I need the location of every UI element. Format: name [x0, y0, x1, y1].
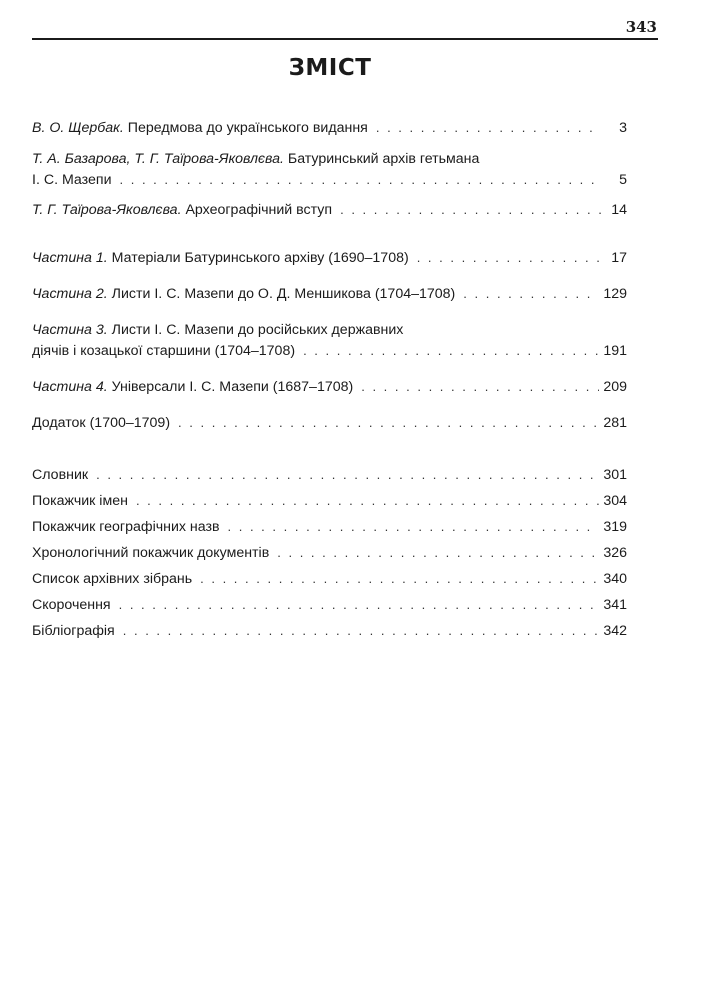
toc-leader-dots [340, 202, 601, 217]
toc-entry-page: 319 [603, 519, 627, 535]
toc-entry-author: Частина 2. [32, 286, 108, 302]
toc-entry[interactable] [32, 467, 627, 488]
toc-entry-author: Частина 1. [32, 250, 108, 266]
toc-entry[interactable] [32, 120, 627, 141]
toc-entry-line [32, 571, 627, 592]
toc-entry-page: 209 [603, 379, 627, 395]
toc-entry-page: 301 [603, 467, 627, 483]
toc-entry-page: 17 [611, 250, 627, 266]
toc-entry-title: Список архівних зібрань [32, 571, 193, 587]
toc-entry-title: Бібліографія [32, 623, 115, 639]
toc-entry-page: 281 [603, 415, 627, 431]
toc-entry-line [32, 343, 627, 364]
toc-entry-line [32, 623, 627, 644]
toc-entry-page: 341 [603, 597, 627, 613]
toc-entry-title: Передмова до українського видання [127, 120, 368, 136]
toc-entry-line [32, 120, 627, 141]
toc-entry-line [32, 493, 627, 514]
toc-leader-dots [178, 415, 599, 430]
toc-entry[interactable] [32, 597, 627, 618]
toc-entry-title: Додаток (1700–1709) [32, 415, 171, 431]
toc-entry[interactable] [32, 202, 627, 223]
toc-entry[interactable] [32, 151, 627, 193]
toc-entry-title-part: Батуринський архів гетьмана [287, 151, 480, 167]
toc-entry[interactable] [32, 493, 627, 514]
toc-entry-author: Частина 3. [32, 322, 108, 338]
toc-entry[interactable] [32, 623, 627, 644]
toc-entry-line [32, 467, 627, 488]
toc-leader-dots [277, 545, 599, 560]
toc-leader-dots [200, 571, 599, 586]
toc-leader-dots [463, 286, 599, 301]
toc-entry[interactable] [32, 286, 627, 307]
toc-entry-title: Словник [32, 467, 89, 483]
toc-entry[interactable] [32, 545, 627, 566]
toc-entry-page: 14 [611, 202, 627, 218]
toc-entry-title: Скорочення [32, 597, 111, 613]
toc-leader-dots [303, 343, 599, 358]
toc-entry[interactable] [32, 322, 627, 364]
page-number: 343 [625, 18, 657, 36]
toc-entry[interactable] [32, 250, 627, 271]
toc-entry[interactable] [32, 519, 627, 540]
toc-entry[interactable] [32, 571, 627, 592]
toc-entry-title: Матеріали Батуринського архіву (1690–1708) [111, 250, 409, 266]
toc-entry-title: Покажчик імен [32, 493, 128, 509]
toc-entry-author: Частина 4. [32, 379, 108, 395]
table-of-contents [32, 120, 627, 644]
toc-leader-dots [123, 623, 600, 638]
toc-leader-dots [120, 172, 601, 187]
toc-entry-line [32, 202, 627, 223]
toc-leader-dots [376, 120, 601, 135]
toc-entry[interactable] [32, 379, 627, 400]
toc-entry-line [32, 172, 627, 193]
toc-entry-page: 3 [619, 120, 627, 136]
toc-entry-page: 5 [619, 172, 627, 188]
toc-entry-first-line [32, 151, 627, 172]
toc-entry-title: Археографічний вступ [185, 202, 333, 218]
toc-entry-line [32, 250, 627, 271]
toc-title: ЗМІСТ [288, 55, 372, 81]
toc-entry-author: Т. А. Базарова, Т. Г. Таїрова-Яковлєва. [32, 151, 284, 167]
toc-entry-title-part: Листи І. С. Мазепи до російських державних [111, 322, 404, 338]
toc-entry-page: 342 [603, 623, 627, 639]
toc-entry-page: 326 [603, 545, 627, 561]
toc-entry-title: Універсали І. С. Мазепи (1687–1708) [111, 379, 354, 395]
toc-entry-author: В. О. Щербак. [32, 120, 124, 136]
toc-entry-title: Листи І. С. Мазепи до О. Д. Меншикова (1704–1708) [111, 286, 456, 302]
toc-entry-line [32, 286, 627, 307]
toc-entry-page: 129 [603, 286, 627, 302]
toc-entry-title: Хронологічний покажчик документів [32, 545, 270, 561]
toc-entry-line [32, 597, 627, 618]
toc-entry-title: Покажчик географічних назв [32, 519, 220, 535]
toc-entry-line [32, 415, 627, 436]
toc-leader-dots [361, 379, 599, 394]
toc-entry[interactable] [32, 415, 627, 436]
toc-entry-line [32, 379, 627, 400]
toc-entry-page: 191 [603, 343, 627, 359]
toc-entry-first-line [32, 322, 627, 343]
toc-entry-line [32, 519, 627, 540]
toc-leader-dots [417, 250, 601, 265]
toc-entry-line [32, 545, 627, 566]
toc-leader-dots [119, 597, 600, 612]
header-rule [32, 38, 658, 40]
toc-leader-dots [228, 519, 600, 534]
toc-leader-dots [96, 467, 599, 482]
toc-entry-author: Т. Г. Таїрова-Яковлєва. [32, 202, 182, 218]
toc-entry-title: діячів і козацької старшини (1704–1708) [32, 343, 296, 359]
toc-entry-page: 340 [603, 571, 627, 587]
toc-entry-page: 304 [603, 493, 627, 509]
toc-leader-dots [136, 493, 599, 508]
toc-entry-title: І. С. Мазепи [32, 172, 112, 188]
